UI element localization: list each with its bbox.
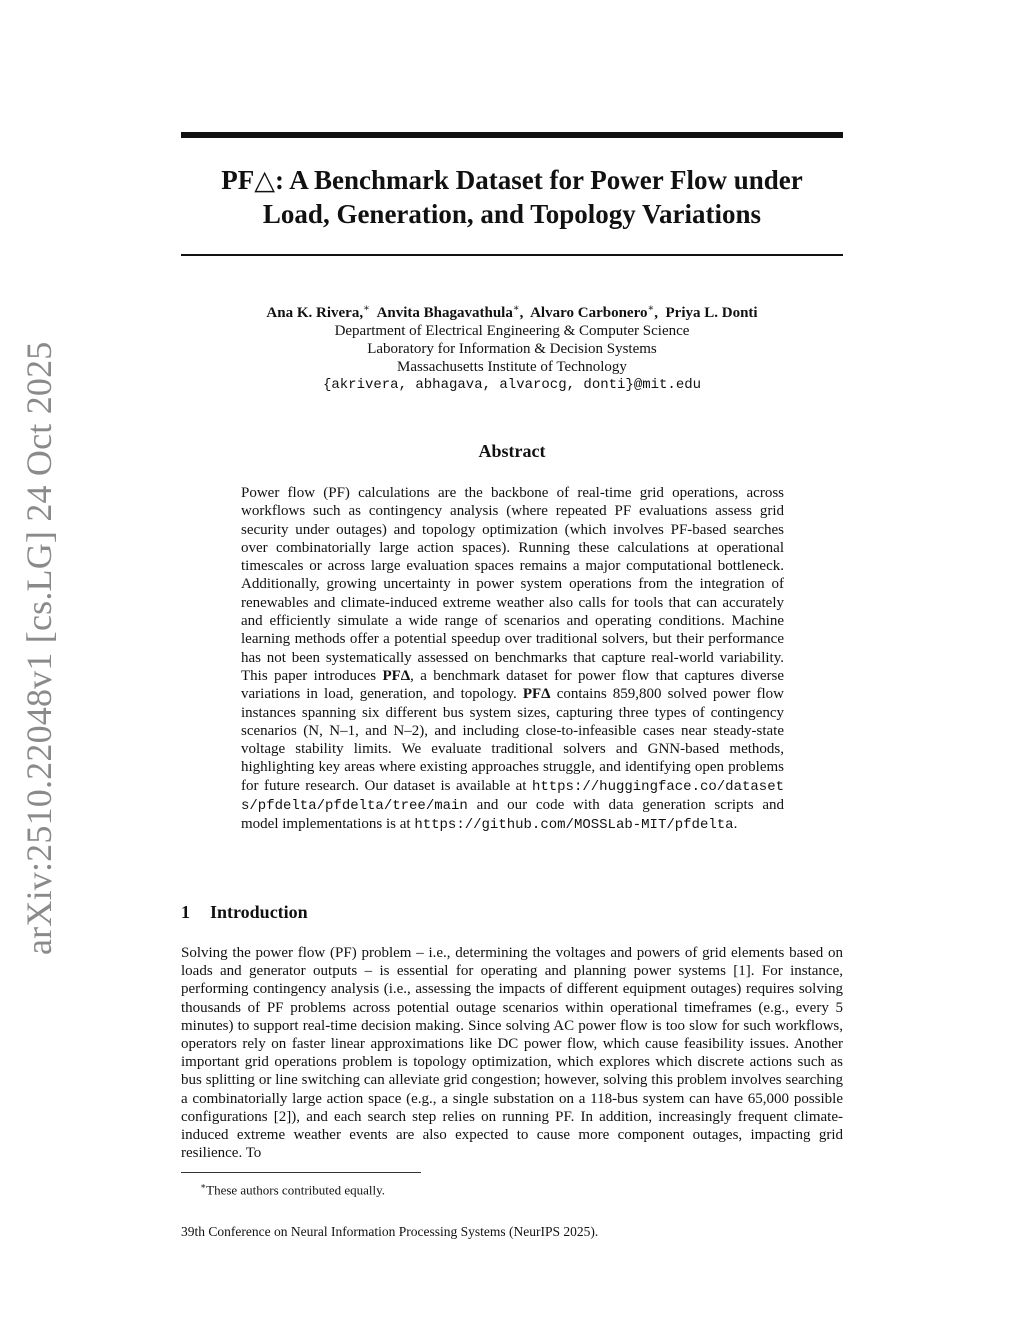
footnote-rule [181,1172,421,1173]
author-name: Priya L. Donti [665,305,758,321]
abstract-heading: Abstract [478,441,546,461]
author-name: Ana K. Rivera [266,305,360,321]
author-block [181,300,843,394]
section-heading-introduction [181,902,308,923]
title-bottom-rule [181,254,843,256]
title-line-1: PF△: A Benchmark Dataset for Power Flow under [221,165,803,195]
section-number: 1 [181,902,190,922]
dataset-name: PFΔ [522,686,551,703]
arxiv-identifier: arXiv:2510.22048v1 [cs.LG] 24 Oct 2025 [19,341,59,955]
affiliation-lab: Laboratory for Information & Decision Systems [367,341,657,357]
footnote [200,1178,385,1198]
equal-contribution-mark: ∗ [512,303,520,314]
footnote-mark: ∗ [200,1181,207,1191]
equal-contribution-mark: ∗ [363,303,370,314]
footnote-text: These authors contributed equally. [206,1182,386,1198]
affiliation-department: Department of Electrical Engineering & Computer Science [334,323,690,339]
code-link[interactable]: https://github.com/MOSSLab-MIT/pfdelta [414,817,734,834]
section-title: Introduction [210,902,308,922]
title-line-2: Load, Generation, and Topology Variations [262,199,762,229]
equal-contribution-mark: ∗ [647,303,655,314]
author-name: Alvaro Carbonero [530,305,648,321]
paper-title [181,163,843,231]
dataset-link[interactable]: https://huggingface.co/datasets/pfdelta/pfdelta/tree/main [241,778,784,815]
author-names: Ana K. Rivera,∗ Anvita Bhagavathula∗, Alvaro Carbonero∗, Priya L. Donti [266,303,758,321]
author-emails: {akrivera, abhagava, alvarocg, donti}@mit.edu [322,377,702,393]
abstract-text: Power flow (PF) calculations are the backbone of real-time grid operations, across workflows such as contingency analysis (where repeated PF evaluations assess grid security under outages) and topology optimization (which involves PF-based searches over combinatorially large action spaces). Running these calculations at operational timescales or across large evaluation spaces remains a major computational bottleneck. Additionally, growing uncertainty in power system operations from the integration of renewables and climate-induced extreme weather also calls for tools that can accurately and efficiently simulate a wide range of scenarios and operating conditions. Machine learning methods offer a potential speedup over traditional solvers, but their performance has not been systematically assessed on benchmarks that capture real-world variability. This paper introduces PFΔ, a benchmark dataset for power flow that captures diverse variations in load, generation, and topology. PFΔ contains 859,800 solved power flow instances spanning six different bus system sizes, capturing three types of contingency scenarios (N, N–1, and N–2), and including close-to-infeasible cases near steady-state voltage stability limits. We evaluate traditional solvers and GNN-based methods, highlighting key areas where existing approaches struggle, and identifying open problems for future research. Our dataset is available at https://huggingface.co/datasets/pfdelta/pfdelta/tree/main and our code with data generation scripts and model implementations is at https://github.com/MOSSLab-MIT/pfdelta. [241,485,785,834]
title-top-rule [181,132,843,138]
venue-note: 39th Conference on Neural Information Processing Systems (NeurIPS 2025). [181,1224,599,1239]
dataset-name: PFΔ [382,667,411,684]
introduction-text: Solving the power flow (PF) problem – i.e., determining the voltages and powers of grid elements based on loads and generator outputs – is essential for operating and planning power systems [1]. For instance, performing contingency analysis (i.e., assessing the impacts of different equipment outages) requires solving thousands of PF problems across potential outage scenarios within operational timeframes (e.g., every 5 minutes) to support real-time decision making. Since solving AC power flow is too slow for such workflows, operators rely on faster linear approximations like DC power flow, which cause feasibility issues. Another important grid operations problem is topology optimization, which explores which discrete actions such as bus splitting or line switching can alleviate grid congestion; however, solving this problem involves searching a combinatorially large action space (e.g., a single substation on a 118-bus system can have 65,000 possible configurations [2]), and each search step relies on running PF. In addition, increasingly frequent climate-induced extreme weather events are also expected to cause more component outages, impacting grid resilience. To [181,945,843,1162]
affiliation-institute: Massachusetts Institute of Technology [397,359,627,375]
author-name: Anvita Bhagavathula [376,305,513,321]
